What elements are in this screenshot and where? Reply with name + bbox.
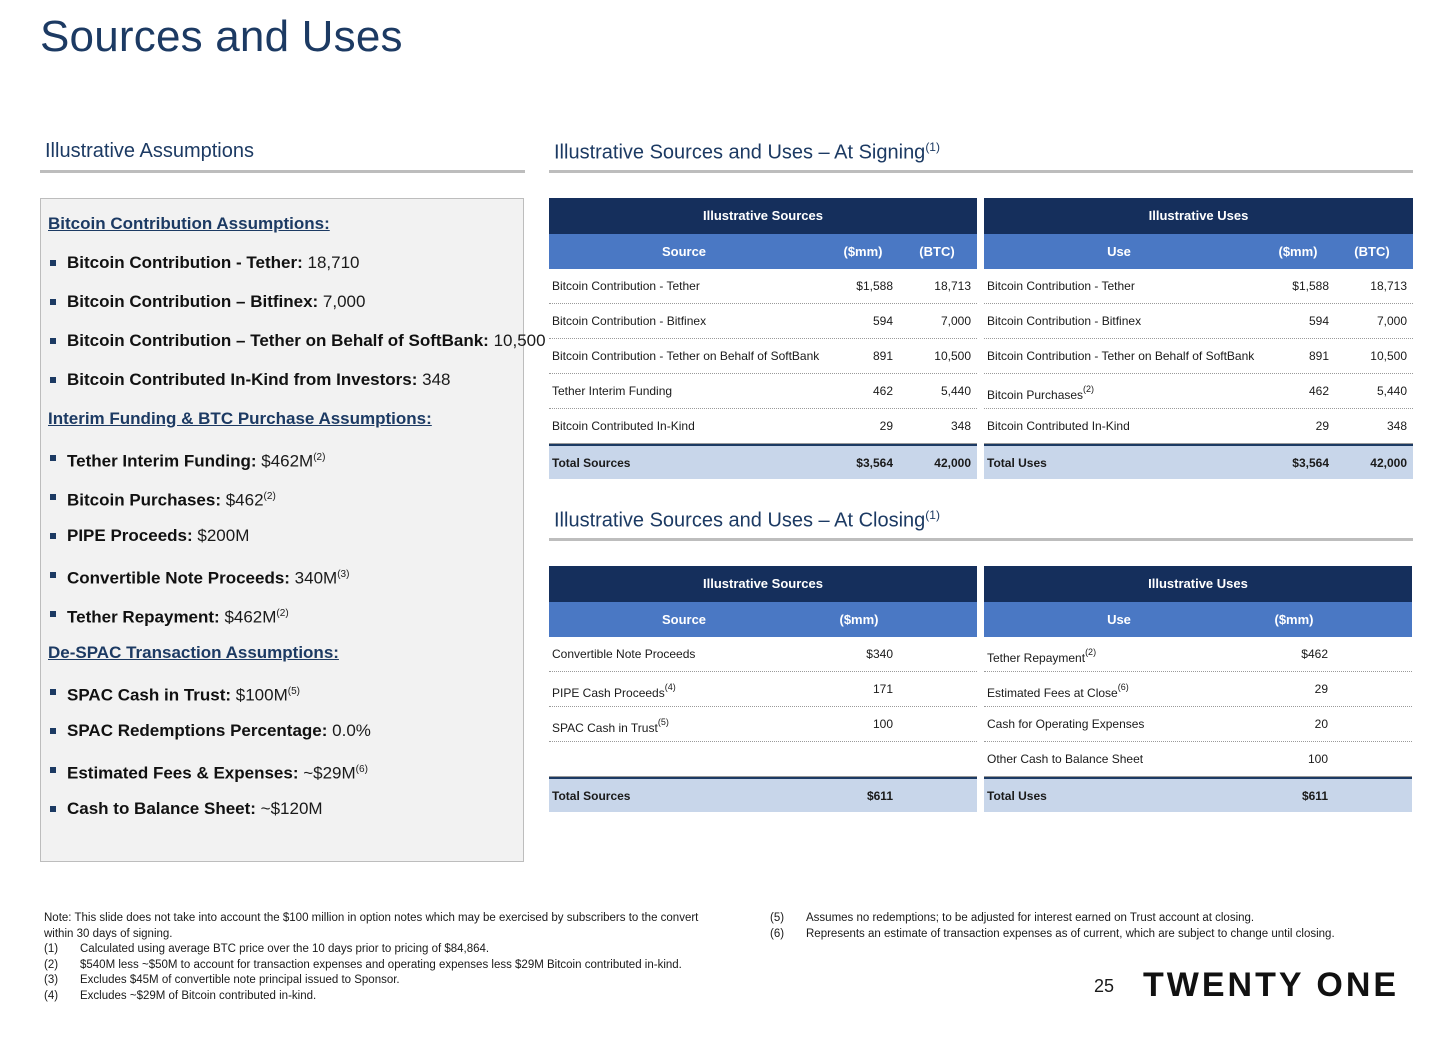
footnote-number: (6)	[770, 927, 785, 940]
footnote-text: Excludes $45M of convertible note principal issued to Sponsor.	[80, 974, 400, 986]
assumptions-panel	[40, 198, 546, 862]
table-row	[549, 339, 977, 374]
row-label	[552, 304, 706, 339]
footnote	[770, 927, 1410, 943]
row-label-text: Tether Repayment	[987, 651, 1086, 665]
total-mm: $3,564	[1292, 456, 1329, 470]
company-logo: TWENTY ONE	[1143, 966, 1400, 1004]
table-title: Illustrative Sources	[549, 198, 977, 234]
footnote-ref: (5)	[657, 717, 669, 727]
value-mm: 891	[872, 349, 893, 363]
footnote-ref: (3)	[337, 569, 350, 580]
row-label	[987, 637, 1096, 676]
bullet-icon	[50, 728, 56, 734]
value-btc: 10,500	[1370, 349, 1407, 363]
assumption-value: ~$29M	[298, 763, 356, 783]
table-header	[984, 602, 1412, 637]
footnote-text: Assumes no redemptions; to be adjusted for interest earned on Trust account at closing.	[806, 912, 1255, 924]
footnote-number: (1)	[44, 943, 59, 955]
assumption-value: $462M	[219, 607, 277, 627]
assumption-label: SPAC Redemptions Percentage:	[67, 721, 328, 740]
table-row	[549, 672, 977, 707]
value-btc: 18,713	[934, 279, 971, 293]
column-header: Source	[661, 244, 707, 259]
column-header: ($mm)	[1274, 612, 1314, 627]
assumption-item	[48, 367, 524, 406]
closing-rule	[549, 538, 1413, 541]
assumption-item	[48, 757, 524, 796]
assumption-value: $200M	[192, 526, 250, 545]
row-label	[987, 672, 1129, 711]
assumption-label: PIPE Proceeds:	[67, 526, 193, 545]
row-label-text: Bitcoin Contribution - Tether	[987, 279, 1135, 293]
table-row	[549, 742, 977, 777]
closing-sources-table	[549, 566, 977, 812]
table-row	[984, 672, 1412, 707]
table-header	[549, 602, 977, 637]
footnotes-right	[770, 911, 1410, 942]
value-mm: $1,588	[856, 279, 893, 293]
table-row	[549, 409, 977, 444]
assumption-label: Tether Interim Funding:	[67, 451, 257, 471]
row-label	[987, 269, 1135, 304]
assumption-item	[48, 679, 524, 718]
table-header	[984, 234, 1413, 269]
assumption-label: Cash to Balance Sheet:	[67, 799, 256, 818]
assumption-item	[48, 718, 524, 757]
value-mm: 29	[1314, 682, 1328, 696]
value-mm: $462	[1301, 647, 1328, 661]
page-title: Sources and Uses	[40, 12, 403, 61]
assumption-label: SPAC Cash in Trust:	[67, 685, 232, 705]
row-label-text: Bitcoin Contribution - Bitfinex	[552, 314, 707, 328]
assumption-label: Bitcoin Contribution – Bitfinex:	[67, 292, 319, 311]
footnote-note: Note: This slide does not take into account the $100 million in option notes which may be exercised by subscribers to the convert	[44, 912, 699, 924]
assumption-value: $462M	[256, 451, 314, 471]
row-label	[552, 339, 819, 374]
row-label	[552, 409, 695, 444]
table-row	[984, 409, 1413, 444]
closing-uses-table	[984, 566, 1412, 812]
total-mm: $611	[1301, 789, 1328, 803]
footnote	[44, 989, 764, 1005]
footnote-ref: (6)	[1117, 682, 1129, 692]
assumption-label: Estimated Fees & Expenses:	[67, 763, 299, 783]
total-label: Total Sources	[552, 789, 631, 803]
row-label-text: Bitcoin Purchases	[987, 388, 1084, 402]
assumption-item	[48, 289, 524, 328]
row-label	[552, 707, 669, 746]
column-header: (BTC)	[1354, 244, 1390, 259]
column-header: Source	[661, 612, 707, 627]
bullet-icon	[50, 689, 56, 695]
assumption-value: $100M	[231, 685, 288, 705]
footnote	[44, 958, 764, 974]
value-mm: 891	[1308, 349, 1329, 363]
assumption-value: ~$120M	[255, 799, 323, 818]
value-mm: 462	[872, 384, 893, 398]
value-btc: 7,000	[1376, 314, 1407, 328]
row-label	[552, 374, 672, 409]
signing-heading: Illustrative Sources and Uses – At Signing$^{(1)}$	[554, 140, 940, 164]
page-number: 25	[1094, 976, 1115, 996]
bullet-icon	[50, 455, 56, 461]
table-row	[549, 304, 977, 339]
bullet-icon	[50, 299, 56, 305]
total-mm: $611	[866, 789, 893, 803]
total-btc: 42,000	[934, 456, 971, 470]
row-label-text: Other Cash to Balance Sheet	[987, 752, 1144, 766]
row-label	[987, 707, 1144, 742]
total-btc: 42,000	[1370, 456, 1407, 470]
total-row	[984, 777, 1412, 812]
footnote-number: (4)	[44, 989, 59, 1002]
assumption-group-heading: Interim Funding & BTC Purchase Assumptions:	[48, 409, 432, 428]
footnote-number: (3)	[44, 974, 59, 986]
footnote-ref: (5)	[287, 686, 300, 697]
footnote-number: (2)	[44, 958, 59, 971]
footnote-ref: (2)	[1085, 647, 1097, 657]
total-mm: $3,564	[856, 456, 893, 470]
assumption-item	[48, 601, 524, 640]
assumption-value: 0.0%	[327, 721, 371, 740]
footnote-text: $540M less ~$50M to account for transaction expenses and operating expenses less $29M Bitcoin contributed in-kind.	[80, 958, 682, 971]
footnote-ref: (2)	[263, 491, 276, 502]
column-header: ($mm)	[1278, 244, 1318, 259]
row-label	[987, 339, 1254, 374]
assumptions-heading: Illustrative Assumptions	[45, 140, 254, 162]
assumption-label: Convertible Note Proceeds:	[67, 568, 290, 588]
table-row	[984, 374, 1413, 409]
assumption-item	[48, 484, 524, 523]
column-header: ($mm)	[843, 244, 883, 259]
row-label	[552, 269, 700, 304]
assumption-item	[48, 250, 524, 289]
footnote-ref: (2)	[313, 452, 326, 463]
assumption-label: Bitcoin Contribution – Tether on Behalf of SoftBank:	[67, 331, 489, 350]
column-header: ($mm)	[839, 612, 879, 627]
assumption-label: Bitcoin Contribution - Tether:	[67, 253, 303, 272]
footnote	[44, 942, 764, 958]
assumption-label: Tether Repayment:	[67, 607, 220, 627]
value-mm: 100	[872, 717, 893, 731]
row-label-text: Estimated Fees at Close	[987, 686, 1118, 700]
row-label-text: Convertible Note Proceeds	[552, 647, 696, 661]
value-btc: 348	[950, 419, 971, 433]
row-label-text: Bitcoin Contribution - Tether on Behalf of SoftBank	[987, 349, 1255, 363]
row-label	[552, 637, 695, 672]
column-header: Use	[1107, 244, 1131, 259]
row-label	[552, 672, 676, 711]
assumption-value: 348	[417, 370, 451, 389]
footnote-text: Calculated using average BTC price over the 10 days prior to pricing of $84,864.	[80, 943, 490, 955]
total-row	[984, 444, 1413, 479]
bullet-icon	[50, 767, 56, 773]
assumption-value: 7,000	[318, 292, 366, 311]
bullet-icon	[50, 572, 56, 578]
row-label-text: Bitcoin Contributed In-Kind	[552, 419, 695, 433]
row-label	[987, 374, 1094, 413]
total-row	[549, 777, 977, 812]
footnote-text: Excludes ~$29M of Bitcoin contributed in-kind.	[80, 989, 317, 1002]
value-btc: 5,440	[940, 384, 971, 398]
table-row	[984, 742, 1412, 777]
value-mm: 100	[1307, 752, 1328, 766]
column-header: (BTC)	[919, 244, 955, 259]
table-row	[549, 637, 977, 672]
row-label-text: PIPE Cash Proceeds	[552, 686, 665, 700]
total-label: Total Uses	[987, 456, 1047, 470]
value-btc: 7,000	[940, 314, 971, 328]
row-label-text: Tether Interim Funding	[552, 384, 673, 398]
value-mm: 594	[872, 314, 893, 328]
row-label-text: Bitcoin Contributed In-Kind	[987, 419, 1130, 433]
signing-sources-table	[549, 198, 977, 479]
table-row	[984, 304, 1413, 339]
assumption-item	[48, 328, 546, 367]
assumption-item	[48, 445, 524, 484]
assumption-label: Bitcoin Purchases:	[67, 490, 221, 510]
footnote-note-cont: within 30 days of signing.	[44, 927, 173, 940]
table-row	[549, 374, 977, 409]
value-btc: 5,440	[1376, 384, 1407, 398]
bullet-icon	[50, 806, 56, 812]
table-row	[984, 637, 1412, 672]
row-label	[987, 742, 1143, 777]
table-title: Illustrative Sources	[549, 566, 977, 602]
footnote-ref: (4)	[664, 682, 676, 692]
assumption-group-heading: Bitcoin Contribution Assumptions:	[48, 214, 330, 233]
table-row	[984, 269, 1413, 304]
assumption-item	[48, 796, 524, 835]
row-label-text: Bitcoin Contribution - Tether	[552, 279, 700, 293]
table-header	[549, 234, 977, 269]
value-mm: 171	[872, 682, 893, 696]
table-title: Illustrative Uses	[984, 198, 1413, 234]
footnote	[770, 911, 1410, 927]
table-row	[984, 707, 1412, 742]
total-label: Total Uses	[987, 789, 1047, 803]
row-label-text: SPAC Cash in Trust	[552, 721, 658, 735]
value-mm: 462	[1308, 384, 1329, 398]
value-mm: 29	[1315, 419, 1329, 433]
table-row	[549, 707, 977, 742]
total-label: Total Sources	[552, 456, 631, 470]
assumption-value: 340M	[289, 568, 338, 588]
value-mm: 594	[1308, 314, 1329, 328]
footnote-number: (5)	[770, 912, 785, 924]
footnote-text: Represents an estimate of transaction expenses as of current, which are subject to change until closing.	[806, 927, 1335, 940]
assumption-value: 10,500	[488, 331, 546, 350]
value-btc: 18,713	[1370, 279, 1407, 293]
assumptions-list	[48, 211, 546, 835]
assumption-item	[48, 523, 524, 562]
value-mm: $340	[866, 647, 893, 661]
row-label-text: Cash for Operating Expenses	[987, 717, 1145, 731]
assumptions-rule	[40, 170, 525, 173]
bullet-icon	[50, 494, 56, 500]
value-btc: 348	[1386, 419, 1407, 433]
row-label	[987, 409, 1130, 444]
footnote-ref: (2)	[276, 608, 289, 619]
bullet-icon	[50, 260, 56, 266]
column-header: Use	[1107, 612, 1131, 627]
row-label-text: Bitcoin Contribution - Bitfinex	[987, 314, 1142, 328]
footnote-ref: (2)	[1083, 384, 1095, 394]
footnote-ref: (6)	[355, 764, 368, 775]
assumption-group-heading: De-SPAC Transaction Assumptions:	[48, 643, 339, 662]
value-btc: 10,500	[934, 349, 971, 363]
row-label	[987, 304, 1141, 339]
table-row	[984, 339, 1413, 374]
bullet-icon	[50, 533, 56, 539]
assumption-value: $462	[221, 490, 264, 510]
footnotes-left	[44, 911, 764, 1004]
bullet-icon	[50, 611, 56, 617]
table-title: Illustrative Uses	[984, 566, 1412, 602]
assumption-label: Bitcoin Contributed In-Kind from Investors:	[67, 370, 418, 389]
table-row	[549, 269, 977, 304]
row-label-text: Bitcoin Contribution - Tether on Behalf of SoftBank	[552, 349, 820, 363]
value-mm: 29	[879, 419, 893, 433]
bullet-icon	[50, 377, 56, 383]
signing-rule	[549, 170, 1413, 173]
signing-uses-table	[984, 198, 1413, 479]
value-mm: $1,588	[1292, 279, 1329, 293]
footnote	[44, 973, 764, 989]
assumption-item	[48, 562, 524, 601]
closing-heading: Illustrative Sources and Uses – At Closing$^{(1)}$	[554, 508, 940, 532]
total-row	[549, 444, 977, 479]
assumption-value: 18,710	[302, 253, 360, 272]
value-mm: 20	[1314, 717, 1328, 731]
bullet-icon	[50, 338, 56, 344]
